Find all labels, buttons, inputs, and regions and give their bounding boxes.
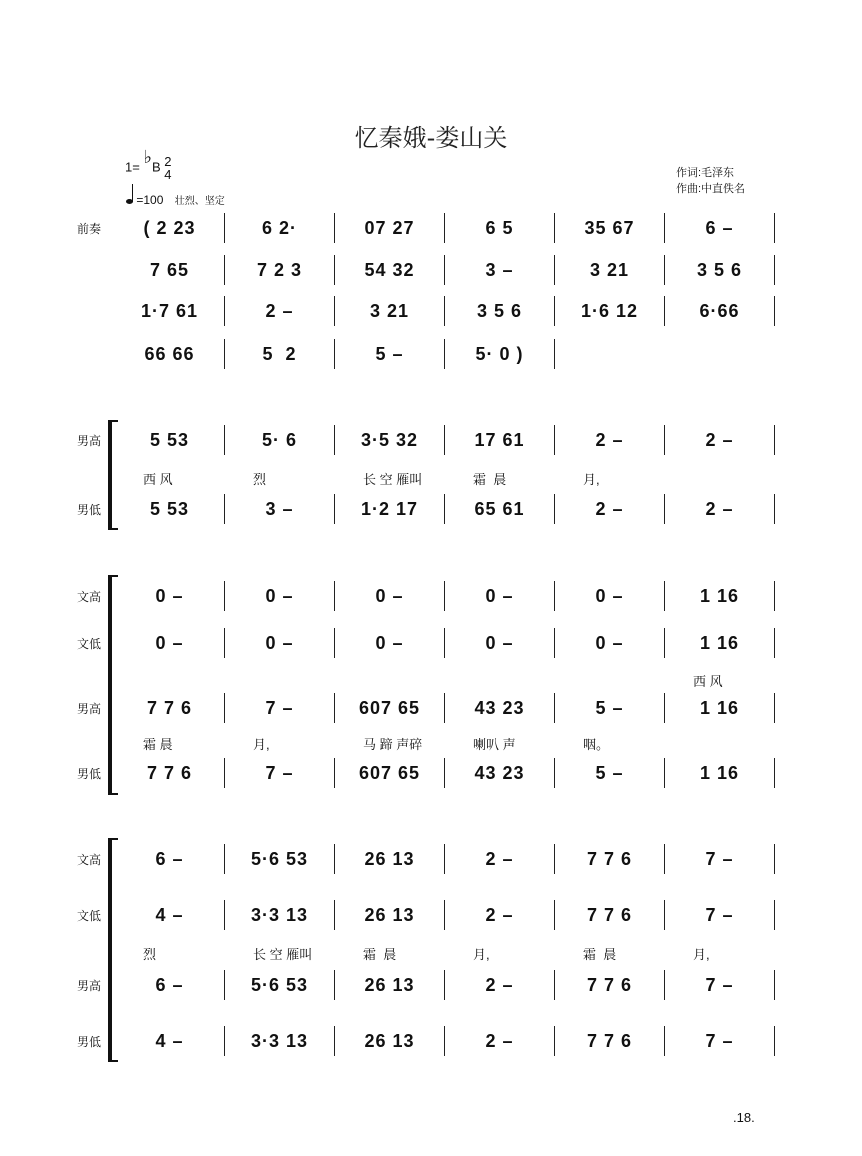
quarter-note-icon	[126, 199, 133, 204]
part-label: 文高	[77, 853, 102, 867]
measure: 0 –	[445, 628, 555, 658]
measure: 54 32	[335, 255, 445, 285]
lyrics-row	[115, 469, 775, 488]
measure: 1·7 61	[115, 296, 225, 326]
staff-row	[115, 693, 775, 723]
lyric: 月,	[473, 947, 490, 962]
measure: 5·6 53	[225, 970, 335, 1000]
lyric	[665, 734, 775, 753]
measure: 2 –	[445, 1026, 555, 1056]
staff-row	[115, 425, 775, 455]
lyricist: 作词:毛泽东	[676, 167, 735, 179]
prelude-row	[115, 255, 775, 285]
measure: 5· 0 )	[445, 339, 555, 369]
lyric	[665, 469, 775, 488]
part-label: 男低	[77, 1035, 102, 1049]
part-label: 文低	[77, 909, 102, 923]
lyric: 喇叭 声	[473, 737, 516, 752]
lyric	[225, 671, 335, 690]
key-signature	[125, 147, 172, 182]
prelude-row	[115, 339, 775, 369]
measure: 2 –	[445, 900, 555, 930]
measure: 7 –	[225, 693, 335, 723]
measure: 17 61	[445, 425, 555, 455]
lyric	[115, 671, 225, 690]
measure: ( 2 23	[115, 213, 225, 243]
measure: 0 –	[115, 581, 225, 611]
measure: 26 13	[335, 1026, 445, 1056]
lyric	[555, 671, 665, 690]
measure: 2 –	[665, 425, 775, 455]
measure: 1 16	[665, 693, 775, 723]
measure: 2 –	[665, 494, 775, 524]
measure: 3·5 32	[335, 425, 445, 455]
lyric: 月,	[583, 472, 600, 487]
measure: 0 –	[335, 628, 445, 658]
part-label: 男低	[77, 503, 102, 517]
measure: 3 21	[555, 255, 665, 285]
tempo-marking	[126, 192, 225, 207]
staff-row	[115, 1026, 775, 1056]
time-top: 2	[164, 154, 172, 169]
lyric: 霜 晨	[143, 737, 173, 752]
measure: 43 23	[445, 758, 555, 788]
key-note: B	[151, 159, 161, 175]
measure: 6 –	[665, 213, 775, 243]
measure: 6 –	[115, 844, 225, 874]
lyric: 霜 晨	[473, 472, 507, 487]
system-bracket	[108, 575, 112, 795]
measure: 4 –	[115, 900, 225, 930]
system-bracket	[108, 838, 112, 1062]
measure: 5 –	[335, 339, 445, 369]
measure: 7 –	[665, 844, 775, 874]
measure: 7 7 6	[115, 758, 225, 788]
measure: 07 27	[335, 213, 445, 243]
lyric: 长 空 雁叫	[363, 472, 423, 487]
measure: 26 13	[335, 844, 445, 874]
measure: 26 13	[335, 900, 445, 930]
measure: 607 65	[335, 758, 445, 788]
flat-sign: ♭	[143, 147, 152, 168]
measure	[555, 339, 665, 369]
lyric: 烈	[143, 947, 157, 962]
measure: 0 –	[555, 628, 665, 658]
lyrics-row	[115, 671, 775, 690]
part-label: 男高	[77, 979, 102, 993]
measure: 5· 6	[225, 425, 335, 455]
lyrics-row	[115, 944, 775, 963]
part-label: 男高	[77, 702, 102, 716]
tempo-value: =100	[136, 193, 164, 207]
measure: 7 2 3	[225, 255, 335, 285]
measure: 3·3 13	[225, 900, 335, 930]
measure: 1 16	[665, 628, 775, 658]
measure: 5 53	[115, 494, 225, 524]
measure: 3 –	[445, 255, 555, 285]
staff-row	[115, 581, 775, 611]
measure: 1·2 17	[335, 494, 445, 524]
measure: 0 –	[225, 628, 335, 658]
measure: 2 –	[555, 494, 665, 524]
measure: 7 65	[115, 255, 225, 285]
lyric: 咽。	[583, 737, 610, 752]
measure: 0 –	[225, 581, 335, 611]
measure: 7 –	[665, 1026, 775, 1056]
staff-row	[115, 844, 775, 874]
composer: 作曲:中直佚名	[676, 183, 746, 195]
measure: 66 66	[115, 339, 225, 369]
lyric	[445, 671, 555, 690]
measure: 65 61	[445, 494, 555, 524]
measure: 2 –	[445, 970, 555, 1000]
staff-row	[115, 494, 775, 524]
staff-row	[115, 758, 775, 788]
lyric: 西 风	[143, 472, 173, 487]
prelude-label: 前奏	[77, 222, 102, 236]
key-prefix: 1=	[125, 159, 140, 175]
part-label: 男低	[77, 767, 102, 781]
measure: 6 2·	[225, 213, 335, 243]
measure: 0 –	[445, 581, 555, 611]
measure: 35 67	[555, 213, 665, 243]
measure: 607 65	[335, 693, 445, 723]
measure: 5·6 53	[225, 844, 335, 874]
staff-row	[115, 900, 775, 930]
measure: 3 5 6	[445, 296, 555, 326]
lyric: 霜 晨	[583, 947, 617, 962]
lyric: 月,	[693, 947, 710, 962]
lyric: 月,	[253, 737, 270, 752]
measure: 7 7 6	[555, 1026, 665, 1056]
measure: 2 –	[445, 844, 555, 874]
system-bracket	[108, 420, 112, 530]
lyric: 霜 晨	[363, 947, 397, 962]
expression-text: 壮烈、坚定	[174, 196, 225, 207]
measure: 6·66	[665, 296, 775, 326]
measure: 3 5 6	[665, 255, 775, 285]
prelude-row	[115, 213, 775, 243]
measure: 43 23	[445, 693, 555, 723]
measure: 6 –	[115, 970, 225, 1000]
staff-row	[115, 970, 775, 1000]
part-label: 文低	[77, 637, 102, 651]
measure: 5 –	[555, 758, 665, 788]
measure: 7 –	[665, 970, 775, 1000]
measure: 7 –	[665, 900, 775, 930]
measure: 26 13	[335, 970, 445, 1000]
measure: 5 53	[115, 425, 225, 455]
measure: 1 16	[665, 758, 775, 788]
measure: 2 –	[225, 296, 335, 326]
measure: 5 2	[225, 339, 335, 369]
measure: 1·6 12	[555, 296, 665, 326]
measure: 3·3 13	[225, 1026, 335, 1056]
measure: 7 7 6	[555, 970, 665, 1000]
staff-row	[115, 628, 775, 658]
measure: 7 7 6	[555, 900, 665, 930]
measure	[665, 339, 775, 369]
measure: 3 21	[335, 296, 445, 326]
measure: 3 –	[225, 494, 335, 524]
prelude-row	[115, 296, 775, 326]
part-label: 男高	[77, 434, 102, 448]
lyric: 长 空 雁叫	[253, 947, 313, 962]
measure: 7 7 6	[555, 844, 665, 874]
lyric	[335, 671, 445, 690]
measure: 0 –	[555, 581, 665, 611]
lyric: 西 风	[693, 674, 723, 689]
time-bottom: 4	[164, 167, 172, 182]
measure: 0 –	[335, 581, 445, 611]
measure: 7 –	[225, 758, 335, 788]
measure: 6 5	[445, 213, 555, 243]
part-label: 文高	[77, 590, 102, 604]
song-title: 忆秦娥-娄山关	[354, 124, 508, 152]
measure: 1 16	[665, 581, 775, 611]
lyric: 马 蹄 声碎	[363, 737, 423, 752]
time-signature	[164, 155, 171, 181]
page-number: .18.	[733, 1110, 755, 1125]
measure: 7 7 6	[115, 693, 225, 723]
measure: 4 –	[115, 1026, 225, 1056]
credits	[676, 165, 745, 197]
lyric: 烈	[253, 472, 267, 487]
measure: 2 –	[555, 425, 665, 455]
measure: 5 –	[555, 693, 665, 723]
measure: 0 –	[115, 628, 225, 658]
lyrics-row	[115, 734, 775, 753]
